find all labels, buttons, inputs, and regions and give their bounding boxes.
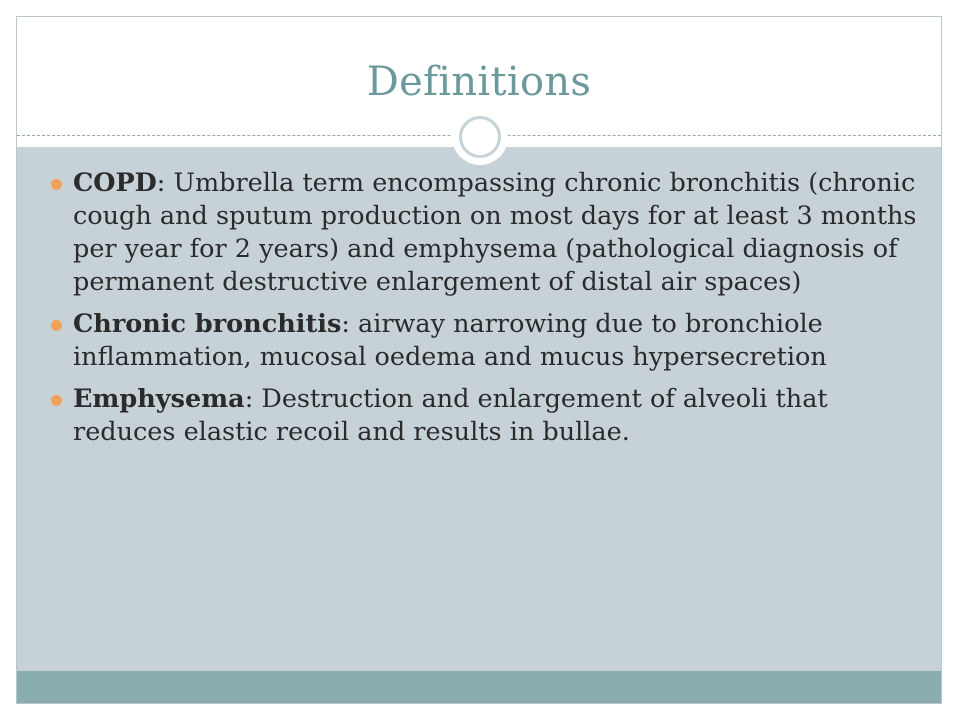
circle-ring-inner — [459, 116, 501, 158]
bullet-term: Chronic bronchitis — [73, 309, 342, 339]
bullet-item-copd — [51, 167, 921, 299]
bullet-term: Emphysema — [73, 384, 245, 414]
bullet-dot-icon — [51, 395, 62, 406]
bullet-text: : Destruction and enlargement of alveoli that reduces elastic recoil and results in bullae. — [73, 384, 828, 447]
bullet-text: : Umbrella term encompassing chronic bronchitis (chronic cough and sputum production on most days for at least 3 months per year for 2 years) and emphysema (pathological diagnosis of permanent destructive enlargement of distal air spaces) — [73, 168, 917, 297]
footer-band — [17, 671, 941, 704]
slide — [16, 16, 942, 704]
bullet-dot-icon — [51, 320, 62, 331]
bullet-item-chronic-bronchitis — [51, 308, 921, 374]
bullet-text: : airway narrowing due to bronchiole inflammation, mucosal oedema and mucus hypersecretion — [73, 309, 827, 372]
bullet-dot-icon — [51, 179, 62, 190]
slide-title: Definitions — [366, 59, 592, 105]
bullet-item-emphysema — [51, 383, 921, 449]
bullet-list — [51, 167, 921, 458]
bullet-term: COPD — [73, 168, 157, 198]
